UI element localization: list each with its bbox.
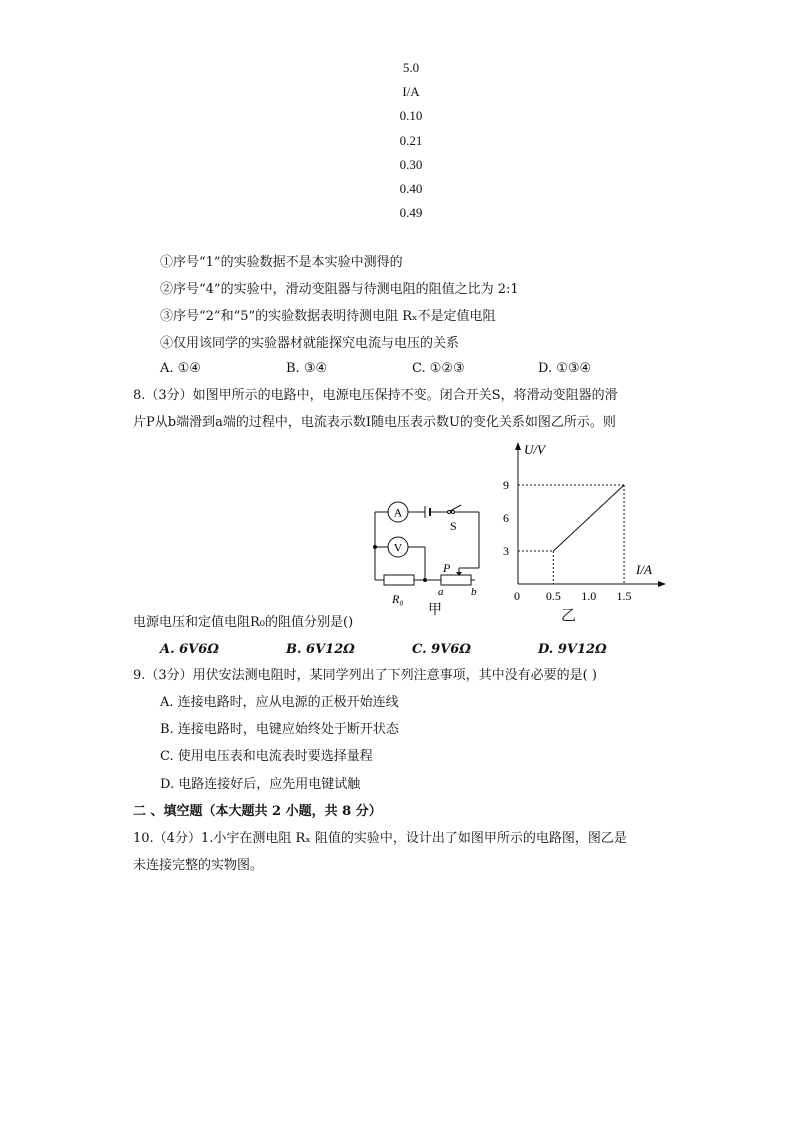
q8-option-a: A. 6V6Ω — [160, 642, 219, 657]
junction-dot — [423, 578, 427, 582]
end-a-label: a — [438, 586, 444, 598]
end-b-label: b — [471, 586, 477, 598]
q7-statement-4: ④仅用该同学的实验器材就能探究电流与电压的关系 — [160, 336, 460, 351]
ammeter-label: A — [393, 505, 403, 520]
q7-option-d: D. ①③④ — [538, 361, 592, 376]
x-tick-label: 0 — [514, 589, 520, 603]
resistor-label: R₀ — [392, 592, 404, 606]
table-cell: 0.10 — [399, 108, 423, 123]
y-tick-label: 6 — [503, 511, 509, 525]
q7-statement-1: ①序号“1”的实验数据不是本实验中测得的 — [160, 255, 403, 270]
x-axis-label: I/A — [636, 562, 652, 577]
switch-label: S — [450, 519, 457, 533]
x-tick-label: 1.0 — [581, 589, 597, 603]
y-axis-label: U/V — [524, 442, 545, 457]
q7-statement-2: ②序号“4”的实验中，滑动变阻器与待测电阻的阻值之比为 2:1 — [160, 282, 519, 297]
x-tick-label: 1.5 — [616, 589, 632, 603]
graph-caption: 乙 — [561, 606, 577, 624]
y-axis-arrow-icon — [515, 442, 521, 450]
y-tick-label: 3 — [503, 544, 509, 558]
series-line — [553, 485, 624, 551]
q8-stem-line1: 8.（3分）如图甲所示的电路中，电源电压保持不变。闭合开关S，将滑动变阻器的滑 — [133, 388, 618, 403]
q7-statement-3: ③序号“2”和“5”的实验数据表明待测电阻 Rₓ不是定值电阻 — [160, 309, 496, 324]
table-cell: 0.30 — [399, 157, 423, 172]
table-cell: 5.0 — [402, 60, 420, 75]
slider-label: P — [443, 561, 451, 575]
q8-option-c: C. 9V6Ω — [412, 642, 471, 657]
section-title: 二 、填空题（本大题共 2 小题，共 8 分） — [133, 804, 382, 819]
rheostat — [441, 575, 471, 585]
table-cell: I/A — [402, 84, 420, 99]
switch-contact — [452, 511, 455, 514]
q10-stem-line2: 未连接完整的实物图。 — [133, 858, 264, 873]
voltmeter-label: V — [393, 540, 403, 555]
q9-option-b: B. 连接电路时，电键应始终处于断开状态 — [160, 722, 399, 737]
circuit-diagram — [355, 490, 495, 620]
table-cell: 0.49 — [399, 205, 423, 220]
switch-blade — [450, 505, 461, 511]
q9-option-c: C. 使用电压表和电流表时要选择量程 — [160, 749, 373, 764]
table-cell: 0.21 — [399, 133, 423, 148]
q8-stem-line2: 片P从b端滑到a端的过程中，电流表示数I随电压表示数U的变化关系如图乙所示。则 — [133, 415, 616, 430]
x-axis-arrow-icon — [658, 581, 666, 587]
q9-option-a: A. 连接电路时，应从电源的正极开始连线 — [160, 695, 399, 710]
q7-option-c: C. ①②③ — [412, 361, 465, 376]
y-tick-label: 9 — [503, 478, 509, 492]
resistor-r0 — [384, 575, 414, 585]
q7-option-b: B. ③④ — [286, 361, 328, 376]
q8-option-d: D. 9V12Ω — [538, 642, 607, 657]
q9-stem: 9.（3分）用伏安法测电阻时，某同学列出了下列注意事项，其中没有必要的是( ) — [133, 668, 597, 683]
x-tick-label: 0.5 — [545, 589, 561, 603]
ui-graph — [500, 436, 670, 606]
q7-option-a: A. ①④ — [160, 361, 201, 376]
q8-option-b: B. 6V12Ω — [286, 642, 355, 657]
diagram-caption: 甲 — [428, 603, 442, 618]
junction-dot — [373, 545, 377, 549]
q10-stem-line1: 10.（4分）1.小宇在测电阻 Rₓ 阻值的实验中，设计出了如图甲所示的电路图，图乙是 — [133, 831, 627, 846]
q9-option-d: D. 电路连接好后，应先用电键试触 — [160, 777, 361, 792]
table-cell: 0.40 — [399, 181, 423, 196]
q8-stem-line3: 电源电压和定值电阻R₀的阻值分别是() — [133, 615, 354, 630]
